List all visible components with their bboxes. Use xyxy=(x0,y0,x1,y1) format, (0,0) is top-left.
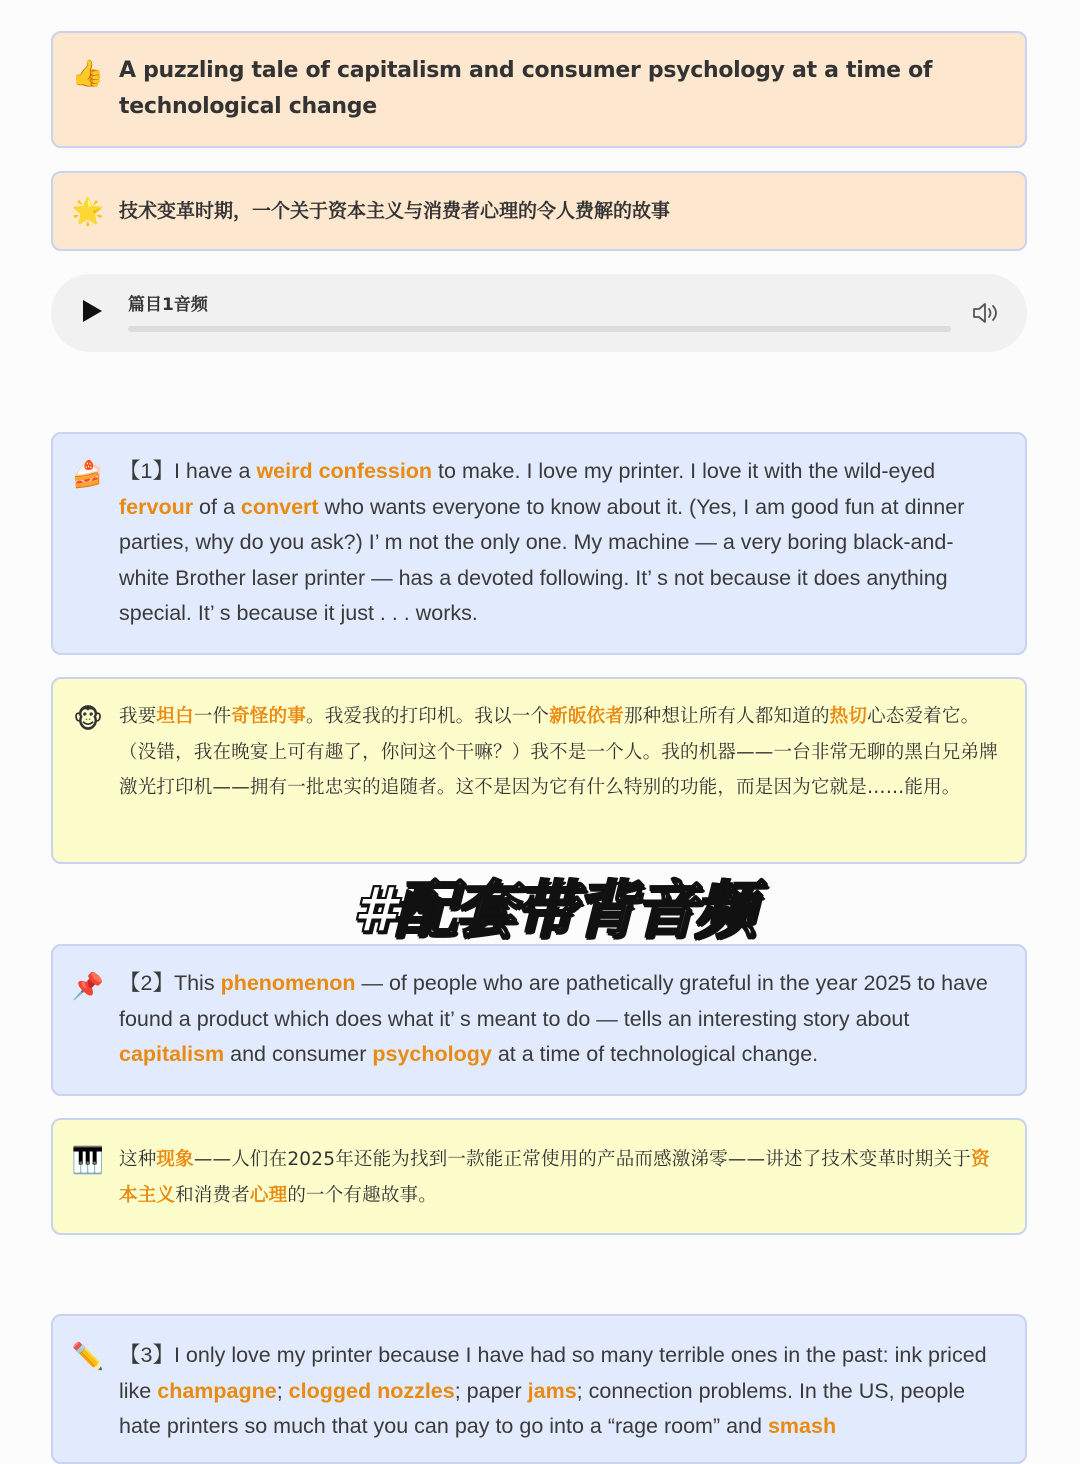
highlighted-word: 坦白 xyxy=(156,706,194,727)
thumbs-up-icon: 👍 xyxy=(71,59,105,89)
highlighted-word: 奇怪的事 xyxy=(231,706,307,727)
text-run: ; paper xyxy=(454,1378,528,1403)
highlighted-word: phenomenon xyxy=(220,971,356,995)
pushpin-icon: 📌 xyxy=(71,972,105,1002)
volume-icon[interactable] xyxy=(971,300,1001,326)
paragraph-2-zh xyxy=(119,1142,1001,1213)
text-run: 一件 xyxy=(193,706,232,727)
highlighted-word: weird confession xyxy=(256,459,433,483)
text-run: who wants everyone to know about it. (Yes, I am good fun at dinner parties, why do you ask?) I’ m not the only one. My machine — a very boring black-and-white Brother laser printer — has a devoted following. It’ s not because it does anything special. It’ s because it just . . . works. xyxy=(119,494,965,625)
highlighted-word: 心理 xyxy=(249,1184,288,1206)
text-run: of a xyxy=(193,494,241,519)
text-run: 这种 xyxy=(119,1149,157,1170)
text-run: ; connection problems. In the US, people hate printers so much that you can pay to go into a “rage room” and xyxy=(119,1378,966,1438)
text-run: 我要 xyxy=(119,706,157,727)
paragraph-3-en xyxy=(119,1338,1001,1445)
highlighted-word: jams xyxy=(527,1378,577,1403)
pencil-icon: ✏️ xyxy=(71,1342,105,1372)
audio-title: 篇目1音频 xyxy=(128,295,208,315)
text-run: 【1】I have a xyxy=(119,459,257,483)
paragraph-1-zh-card xyxy=(51,677,1027,864)
highlighted-word: capitalism xyxy=(119,1042,225,1066)
play-icon[interactable] xyxy=(83,300,102,322)
audio-player xyxy=(51,274,1027,352)
highlighted-word: champagne xyxy=(157,1378,277,1403)
text-run: to make. I love my printer. I love it with the wild-eyed xyxy=(432,459,936,483)
paragraph-1-zh xyxy=(119,699,1001,806)
text-run: 的一个有趣故事。 xyxy=(287,1184,437,1206)
title-card-en xyxy=(51,31,1027,148)
text-run: 【2】This xyxy=(119,971,221,995)
paragraph-2-en xyxy=(119,966,1001,1073)
paragraph-1-en xyxy=(119,454,1001,632)
cake-icon: 🍰 xyxy=(71,460,105,490)
text-run: 【3】I only love my printer because I have had so many terrible ones in the past: ink priced like xyxy=(119,1343,987,1403)
paragraph-1-en-card xyxy=(51,432,1027,655)
overlay-hashtag: #配套带背音频 xyxy=(353,873,755,946)
highlighted-word: clogged nozzles xyxy=(288,1378,455,1403)
text-run: 。我爱我的打印机。我以一个 xyxy=(306,706,550,727)
text-run: and consumer xyxy=(224,1042,373,1066)
highlighted-word: 现象 xyxy=(156,1149,194,1170)
text-run: at a time of technological change. xyxy=(491,1042,819,1066)
text-run: ——人们在2025年还能为找到一款能正常使用的产品而感激涕零——讲述了技术变革时期关于 xyxy=(193,1149,971,1170)
highlighted-word: 新皈依者 xyxy=(549,706,624,727)
highlighted-word: convert xyxy=(240,494,319,519)
text-run: ; xyxy=(276,1378,289,1403)
highlighted-word: 热切 xyxy=(829,706,868,727)
text-run: — of people who are pathetically grateful in the year 2025 to have found a product which does what it’ s meant to do — tells an interesting story about xyxy=(119,971,988,1031)
text-run: 那种想让所有人都知道的 xyxy=(623,706,830,727)
audio-progress-bar[interactable] xyxy=(128,326,951,332)
article-title-zh: 技术变革时期，一个关于资本主义与消费者心理的令人费解的故事 xyxy=(119,200,671,222)
text-run: 心态爱着它。（没错，我在晚宴上可有趣了，你问这个干嘛？）我不是一个人。我的机器——一台非常无聊的黑白兄弟牌激光打印机——拥有一批忠实的追随者。这不是因为它有什么特别的功能，而是因为它就是……能用。 xyxy=(119,706,998,798)
highlighted-word: fervour xyxy=(119,494,194,519)
star-icon: 🌟 xyxy=(71,197,105,227)
text-run: 和消费者 xyxy=(175,1184,250,1206)
highlighted-word: smash xyxy=(767,1414,837,1438)
paragraph-2-zh-card xyxy=(51,1118,1027,1235)
paragraph-2-en-card xyxy=(51,944,1027,1096)
highlighted-word: 资本主义 xyxy=(119,1149,990,1206)
highlighted-word: psychology xyxy=(372,1042,492,1066)
piano-keys-icon: 🎹 xyxy=(71,1146,105,1176)
paragraph-3-en-card xyxy=(51,1314,1027,1464)
monkey-face-icon: 🐵 xyxy=(72,705,104,735)
article-title-en: A puzzling tale of capitalism and consumer psychology at a time of technological change xyxy=(119,58,933,119)
title-card-zh xyxy=(51,171,1027,251)
